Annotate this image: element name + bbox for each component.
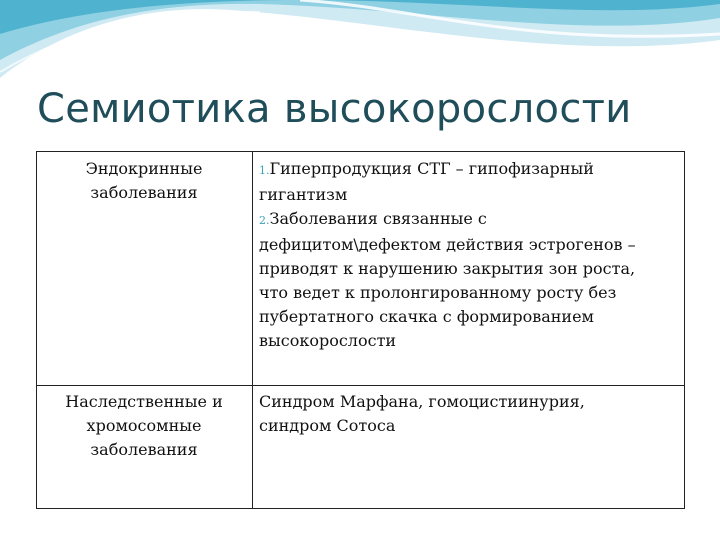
category-line: заболевания	[90, 183, 198, 202]
row-2-category	[41, 390, 247, 462]
row-1-description	[259, 157, 679, 353]
category-line: хромосомные	[86, 416, 202, 435]
category-line: Эндокринные	[85, 159, 203, 178]
semiotics-table	[36, 151, 685, 509]
description-line: Синдром Марфана, гомоцистиинурия,	[259, 392, 585, 411]
description-line: что ведет к пролонгированному росту без	[259, 283, 617, 302]
list-item-2	[259, 207, 679, 233]
list-number: 1.	[259, 164, 270, 177]
header-wave-decoration	[0, 0, 720, 90]
list-number: 2.	[259, 214, 270, 227]
description-line: приводят к нарушению закрытия зон роста,	[259, 259, 636, 278]
description-line: дефицитом\дефектом действия эстрогенов –	[259, 235, 636, 254]
description-line: гигантизм	[259, 185, 348, 204]
row-2-description	[259, 390, 679, 438]
slide-title: Семиотика высокорослости	[37, 86, 632, 132]
category-line: Наследственные и	[65, 392, 223, 411]
description-line: Заболевания связанные с	[269, 209, 487, 228]
description-line: синдром Сотоса	[259, 416, 396, 435]
description-line: высокорослости	[259, 331, 397, 350]
column-divider	[252, 152, 253, 508]
category-line: заболевания	[90, 440, 198, 459]
list-item-1	[259, 157, 679, 183]
description-line: Гиперпродукция СТГ – гипофизарный	[269, 159, 594, 178]
row-1-category	[41, 157, 247, 205]
description-line: пубертатного скачка с формированием	[259, 307, 594, 326]
row-divider	[37, 385, 684, 386]
